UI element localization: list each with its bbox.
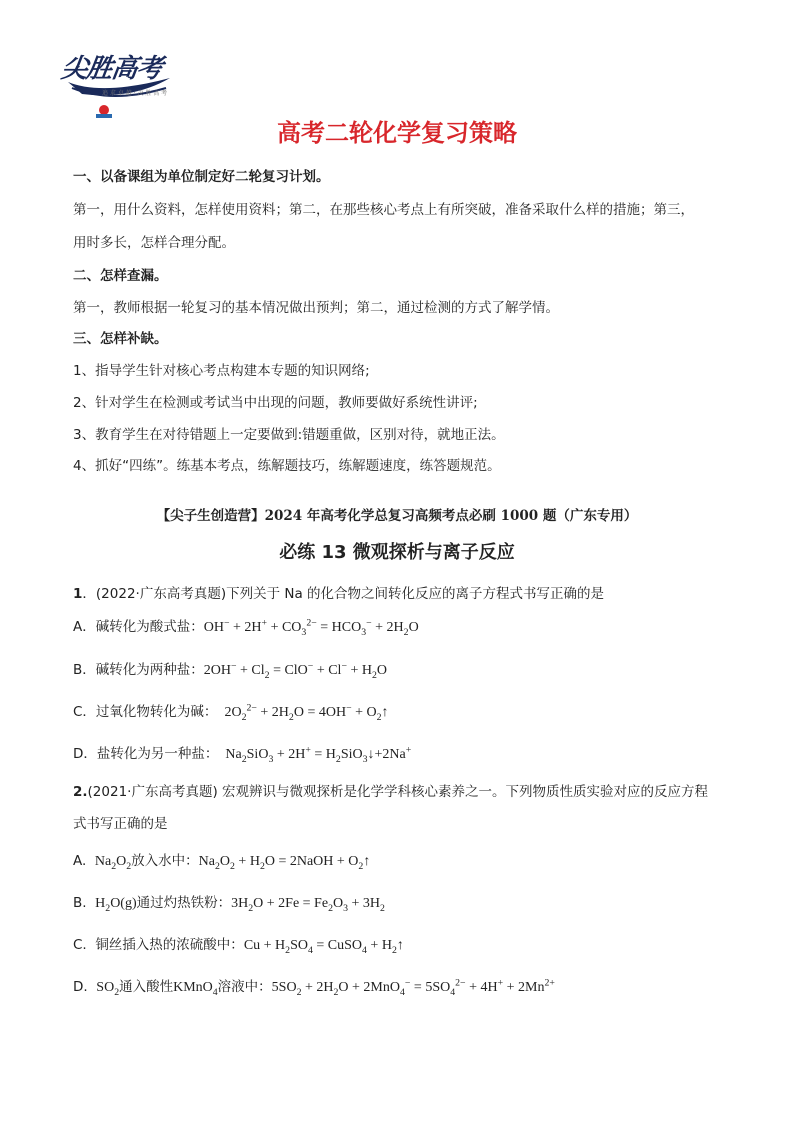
question-1-option-b [73,658,387,681]
question-2-stem-b: 式书写正确的是 [73,816,168,832]
option-label: C. [73,937,87,953]
strategy-paragraph-1b: 用时多长，怎样合理分配。 [73,235,235,251]
question-1-option-c [73,700,389,723]
option-label: C．过氧化物转化为碱： [73,704,218,720]
formula: $Na_2O_2$ [94,854,132,872]
strategy-heading-1: 一、以备课组为单位制定好二轮复习计划。 [73,169,330,185]
question-number: 1 [73,586,83,602]
question-1-option-d [73,742,411,765]
question-2-option-b [73,891,385,914]
question-2-stem-a [73,780,708,800]
logo-text: 尖胜高考 [59,54,164,84]
equation: $3H_2O + 2Fe = Fe_2O_3 + 3H_2$ [231,896,385,914]
option-text: 溶液中： [217,979,272,995]
option-label: D．盐转化为另一种盐： [73,746,219,762]
equation: $Na_2O_2 + H_2O$ = 2NaOH + $O_2↑$ [198,854,371,872]
option-label: B．碱转化为两种盐： [73,662,204,678]
strategy-heading-3: 三、怎样补缺。 [73,331,168,347]
strategy-item: 4、抓好“四练”。练基本考点，练解题技巧，练解题速度，练答题规范。 [73,458,501,474]
option-text: 铜丝插入热的浓硫酸中： [95,937,244,953]
equation: $5SO_2 + 2H_2O + 2MnO_4^- = 5SO_4^{2-} + 4H^+ + 2Mn^{2+}$ [271,977,555,998]
equation: $2OH^- + Cl_2 = ClO^- + Cl^- + H_2O$ [203,660,388,681]
question-1-stem [73,582,604,602]
equation: $Na_2SiO_3 + 2H^+$ = $H_2SiO_3↓+2Na^+$ [218,744,412,765]
equation: $OH^- + 2H^+ + CO_3^{2-} = HCO_3^- + 2H_2O$ [203,617,419,638]
option-label: D. [73,979,88,995]
series-subheading: 【尖子生创造营】2024 年高考化学总复习高频考点必刷 1000 题（广东专用） [156,508,638,524]
strategy-paragraph-1a: 第一，用什么资料，怎样使用资料；第二，在那些核心考点上有所突破，准备采取什么样的措施；第三， [73,202,694,218]
formula: $SO_2$ [96,980,120,998]
strategy-item: 1、指导学生针对核心考点构建本专题的知识网络; [73,363,370,379]
equation: $Cu + H_2SO_4$ = CuSO$_4$ + $H_2↑$ [243,938,404,956]
question-1-option-a [73,615,419,638]
question-number: 2. [73,784,88,800]
question-text: (2021·广东高考真题) 宏观辨识与微观探析是化学学科核心素养之一。下列物质性质实验对应的反应方程 [87,784,709,800]
option-text: 通入酸性 [119,979,174,995]
page-title: 高考二轮化学复习策略 [277,119,517,147]
formula: KMnO$_4$ [173,980,218,998]
option-text: 放入水中： [131,853,199,869]
logo-subtitle: 追 求 卓 越 · 决 胜 高 考 [102,90,168,97]
section-title: 必练 13 微观探析与离子反应 [279,542,515,563]
formula: $H_2O(g)$ [95,896,137,914]
strategy-paragraph-2: 第一，教师根据一轮复习的基本情况做出预判；第二，通过检测的方式了解学情。 [73,300,559,316]
question-text: ．(2022·广东高考真题)下列关于 Na 的化合物之间转化反应的离子方程式书写正确的是 [82,586,605,602]
option-text: 通过灼热铁粉： [136,895,232,911]
question-2-option-d [73,975,555,998]
option-label: B. [73,895,87,911]
option-label: A．碱转化为酸式盐： [73,619,204,635]
question-2-option-a [73,849,370,872]
question-2-option-c [73,933,404,956]
equation: $2O_2^{2-} + 2H_2O = 4OH^-$ + $O_2↑$ [217,702,389,723]
strategy-heading-2: 二、怎样查漏。 [73,268,168,284]
strategy-item: 3、教育学生在对待错题上一定要做到:错题重做，区别对待，就地正法。 [73,427,505,443]
option-label: A. [73,853,87,869]
strategy-item: 2、针对学生在检测或考试当中出现的问题，教师要做好系统性讲评; [73,395,478,411]
